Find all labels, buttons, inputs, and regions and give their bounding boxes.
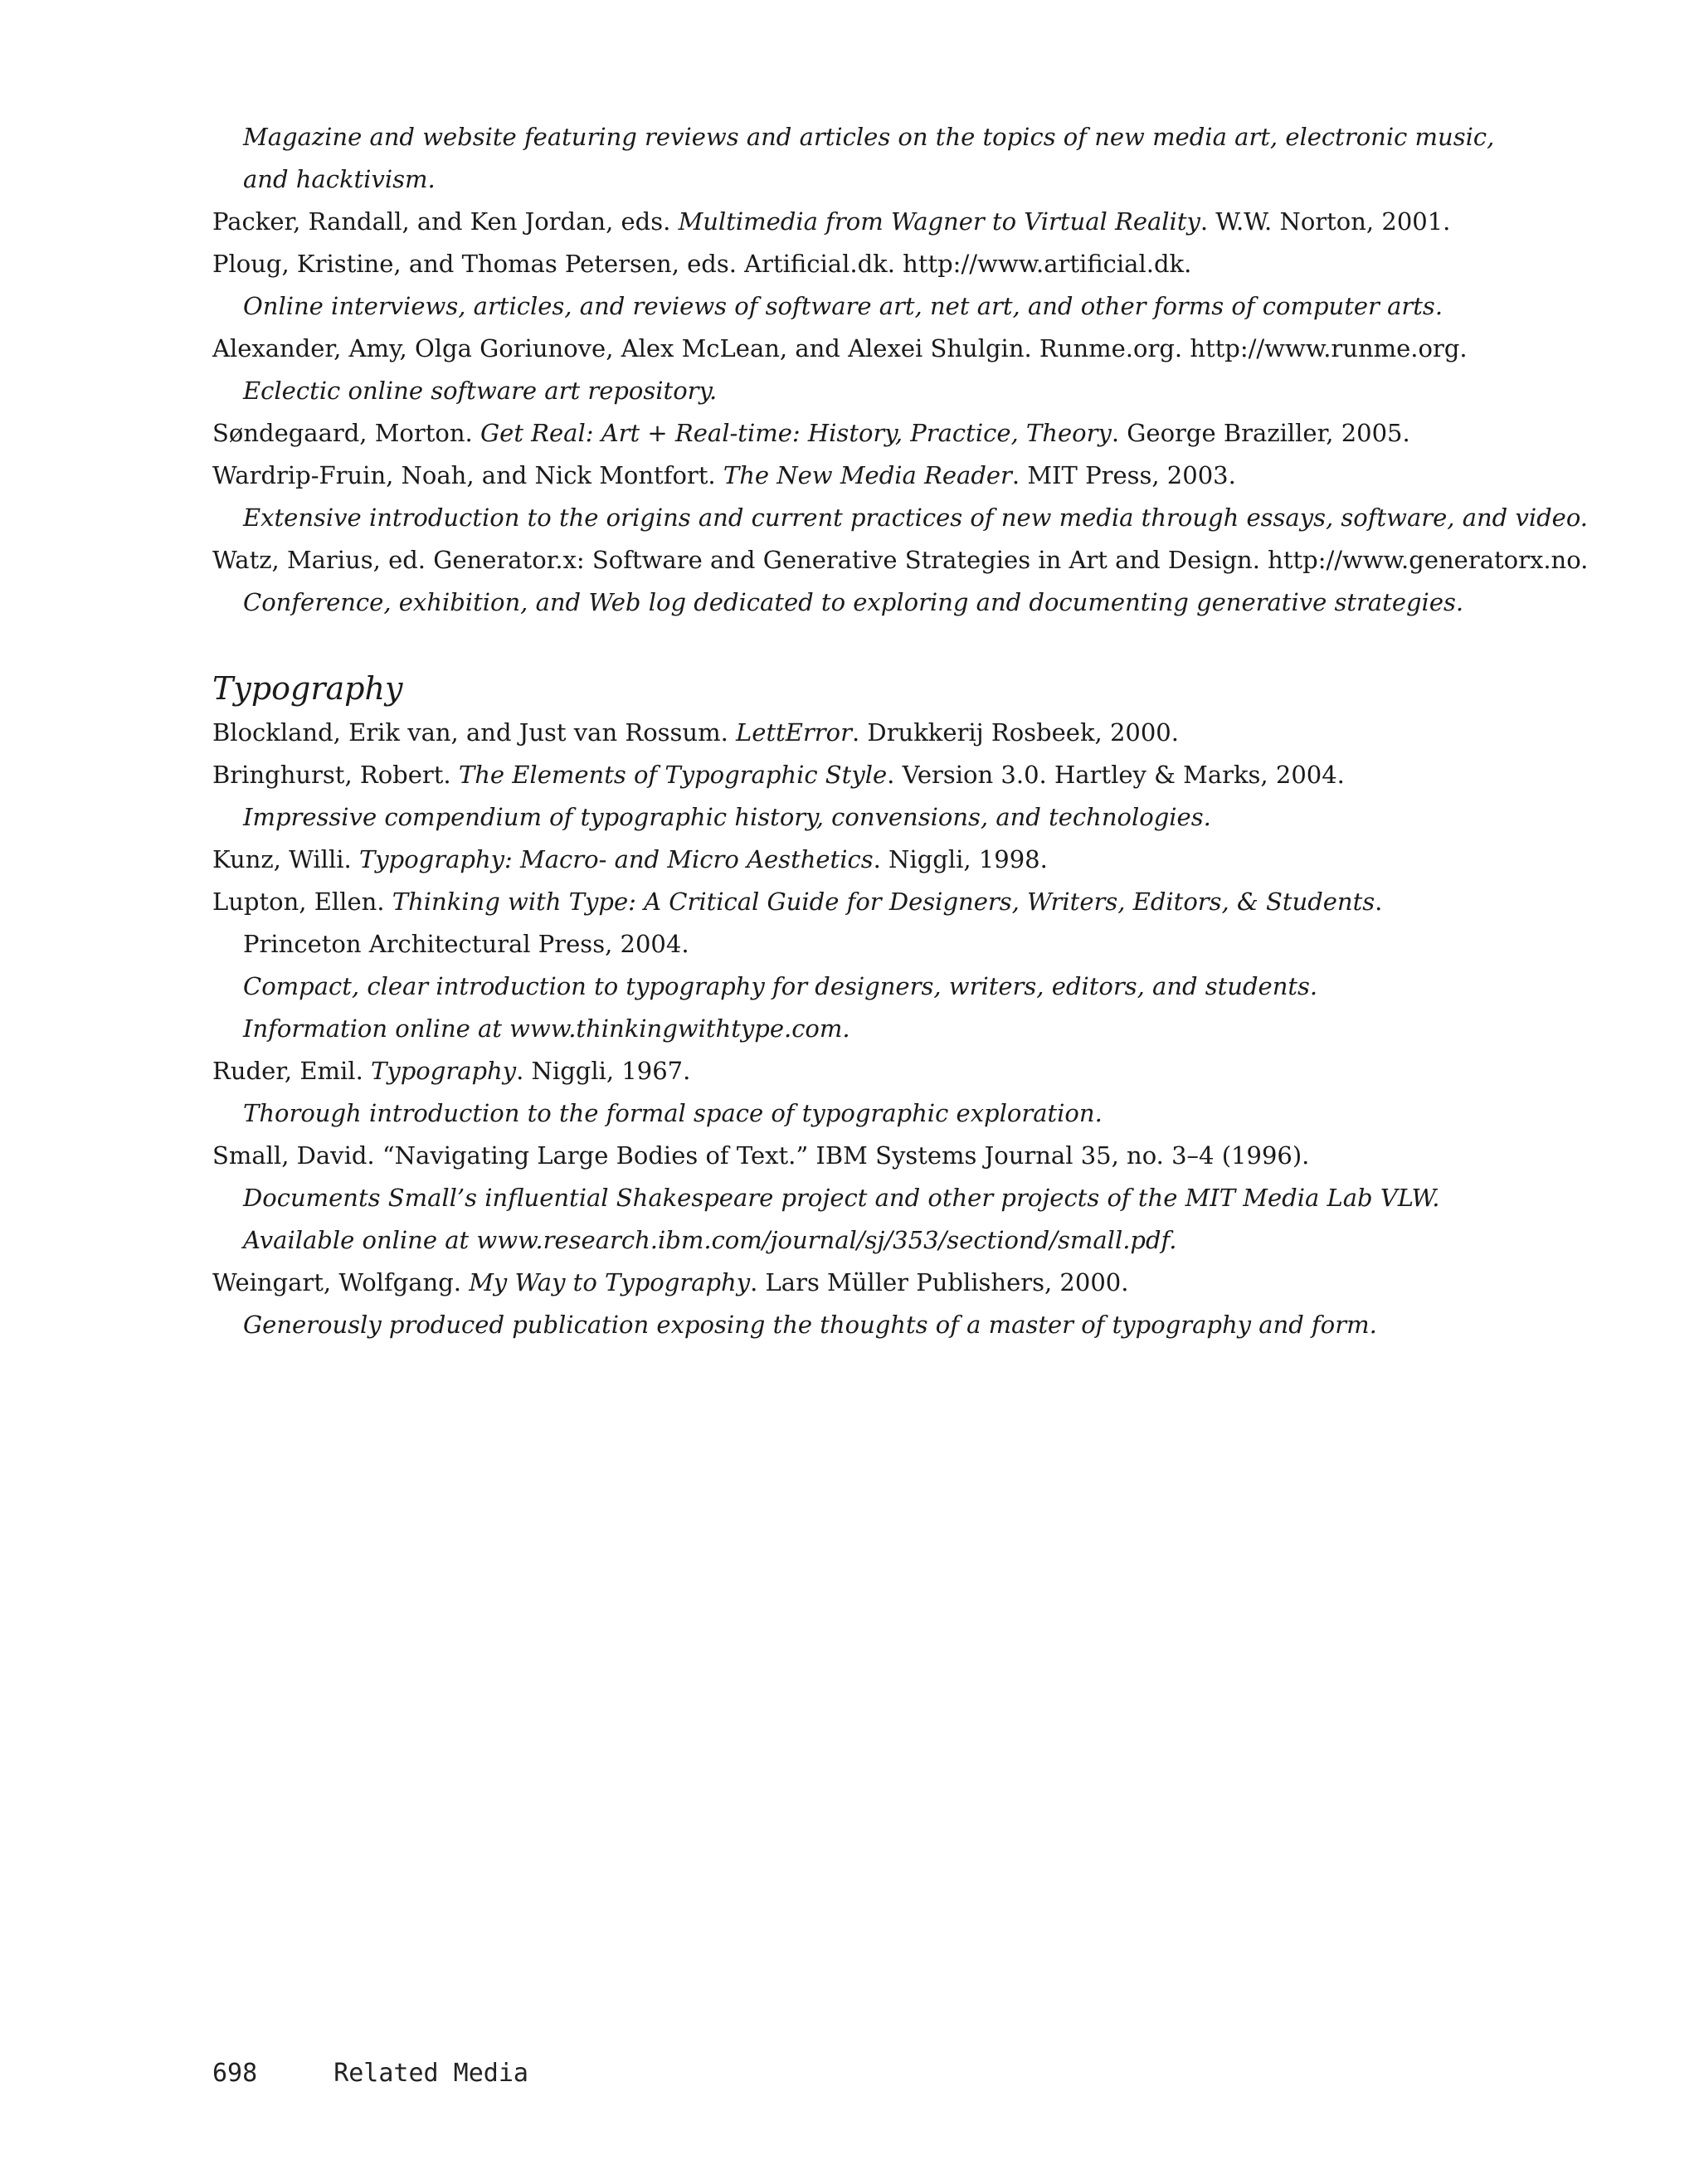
italic-text: The Elements of Typographic Style bbox=[458, 761, 888, 789]
page-footer bbox=[212, 2059, 528, 2088]
italic-text: Thinking with Type: A Critical Guide for Designers, Writers, Editors, & Students bbox=[392, 888, 1375, 916]
text-segment: Lupton, Ellen. bbox=[212, 888, 392, 916]
italic-text: My Way to Typography bbox=[469, 1268, 751, 1296]
annotation-line bbox=[212, 796, 1457, 839]
annotation-line bbox=[212, 116, 1495, 158]
text-segment: Blockland, Erik van, and Just van Rossum. bbox=[212, 718, 737, 747]
text-segment: . Lars Müller Publishers, 2000. bbox=[750, 1268, 1129, 1296]
italic-text: LettError bbox=[736, 718, 852, 747]
reference-entry bbox=[212, 1135, 1457, 1177]
italic-text: Typography bbox=[371, 1057, 517, 1085]
italic-text: Generously produced publication exposing the thoughts of a master of typography and form. bbox=[243, 1311, 1377, 1339]
reference-entry bbox=[212, 201, 1457, 243]
italic-text: Documents Small’s influential Shakespeare project and other projects of the MIT Media Lab VLW. bbox=[243, 1184, 1440, 1212]
reference-entry bbox=[212, 1262, 1457, 1304]
italic-text: Compact, clear introduction to typography for designers, writers, editors, and students. bbox=[243, 972, 1318, 1000]
annotation-line bbox=[212, 1008, 1457, 1050]
text-segment: . bbox=[1375, 888, 1383, 916]
annotation-line bbox=[212, 966, 1457, 1008]
italic-text: Conference, exhibition, and Web log dedicated to exploring and documenting generative strategies. bbox=[243, 588, 1464, 616]
text-segment: . Drukkerij Rosbeek, 2000. bbox=[852, 718, 1179, 747]
page-number: 698 bbox=[212, 2059, 258, 2088]
text-segment: . Niggli, 1998. bbox=[873, 845, 1048, 873]
text-segment: Packer, Randall, and Ken Jordan, eds. bbox=[212, 207, 679, 236]
reference-entry bbox=[212, 243, 1457, 285]
italic-text: Typography: Macro- and Micro Aesthetics bbox=[358, 845, 874, 873]
text-segment: Princeton Architectural Press, 2004. bbox=[243, 930, 689, 958]
annotation-line bbox=[212, 1092, 1457, 1135]
annotation-line bbox=[212, 1219, 1457, 1262]
annotation-line bbox=[212, 1177, 1457, 1219]
annotation-line bbox=[212, 1304, 1457, 1346]
annotation-line bbox=[212, 285, 1457, 328]
bibliography-content bbox=[212, 116, 1589, 1346]
italic-text: Available online at www.research.ibm.com/journal/sj/353/sectiond/small.pdf. bbox=[243, 1226, 1177, 1254]
italic-text: Impressive compendium of typographic history, convensions, and technologies. bbox=[243, 803, 1211, 831]
reference-entry bbox=[212, 412, 1457, 455]
italic-text: Magazine and website featuring reviews and articles on the topics of new media art, electronic music, bbox=[243, 123, 1495, 151]
text-segment: Weingart, Wolfgang. bbox=[212, 1268, 470, 1296]
text-segment: Bringhurst, Robert. bbox=[212, 761, 459, 789]
annotation-line bbox=[212, 370, 1457, 412]
text-segment: Søndegaard, Morton. bbox=[212, 419, 480, 447]
reference-entry bbox=[212, 754, 1457, 796]
running-section-title: Related Media bbox=[333, 2059, 528, 2088]
reference-entry bbox=[212, 539, 1589, 581]
section-gap bbox=[212, 624, 1457, 665]
text-segment: . George Braziller, 2005. bbox=[1111, 419, 1410, 447]
italic-text: Information online at www.thinkingwithtype.com. bbox=[243, 1014, 850, 1043]
text-segment: . Niggli, 1967. bbox=[516, 1057, 691, 1085]
italic-text: The New Media Reader bbox=[723, 461, 1012, 489]
text-segment: . Version 3.0. Hartley & Marks, 2004. bbox=[887, 761, 1345, 789]
text-segment: Alexander, Amy, Olga Goriunove, Alex McLean, and Alexei Shulgin. Runme.org. http://www.runme.org. bbox=[212, 334, 1468, 362]
italic-text: Online interviews, articles, and reviews of software art, net art, and other forms of computer arts. bbox=[243, 292, 1443, 320]
reference-entry bbox=[212, 1050, 1457, 1092]
text-segment: Wardrip-Fruin, Noah, and Nick Montfort. bbox=[212, 461, 723, 489]
text-segment: Small, David. “Navigating Large Bodies of Text.” IBM Systems Journal 35, no. 3–4 (1996). bbox=[212, 1141, 1310, 1170]
annotation-line bbox=[212, 497, 1588, 539]
italic-text: Eclectic online software art repository. bbox=[243, 377, 718, 405]
italic-text: and hacktivism. bbox=[243, 165, 436, 193]
reference-entry bbox=[212, 839, 1457, 881]
text-segment: . MIT Press, 2003. bbox=[1011, 461, 1236, 489]
italic-text: Get Real: Art + Real-time: History, Practice, Theory bbox=[480, 419, 1112, 447]
annotation-line bbox=[212, 158, 1457, 201]
reference-entry bbox=[212, 455, 1457, 497]
reference-entry bbox=[212, 881, 1457, 923]
section-heading-typography: Typography bbox=[212, 670, 403, 707]
media-art-references bbox=[212, 116, 1589, 624]
italic-text: Thorough introduction to the formal space of typographic exploration. bbox=[243, 1099, 1103, 1127]
reference-entry bbox=[212, 712, 1457, 754]
text-segment: Ruder, Emil. bbox=[212, 1057, 372, 1085]
annotation-line bbox=[212, 581, 1464, 624]
italic-text: Extensive introduction to the origins and current practices of new media through essays, software, and video. bbox=[243, 503, 1588, 532]
text-segment: . W.W. Norton, 2001. bbox=[1200, 207, 1451, 236]
text-segment: Watz, Marius, ed. Generator.x: Software and Generative Strategies in Art and Design. http://www.generatorx.no. bbox=[212, 546, 1589, 574]
reference-continuation bbox=[212, 923, 1457, 966]
italic-text: Multimedia from Wagner to Virtual Reality bbox=[678, 207, 1200, 236]
typography-references bbox=[212, 712, 1457, 1346]
reference-entry bbox=[212, 328, 1468, 370]
text-segment: Kunz, Willi. bbox=[212, 845, 359, 873]
text-segment: Ploug, Kristine, and Thomas Petersen, eds. Artificial.dk. http://www.artificial.dk. bbox=[212, 250, 1192, 278]
